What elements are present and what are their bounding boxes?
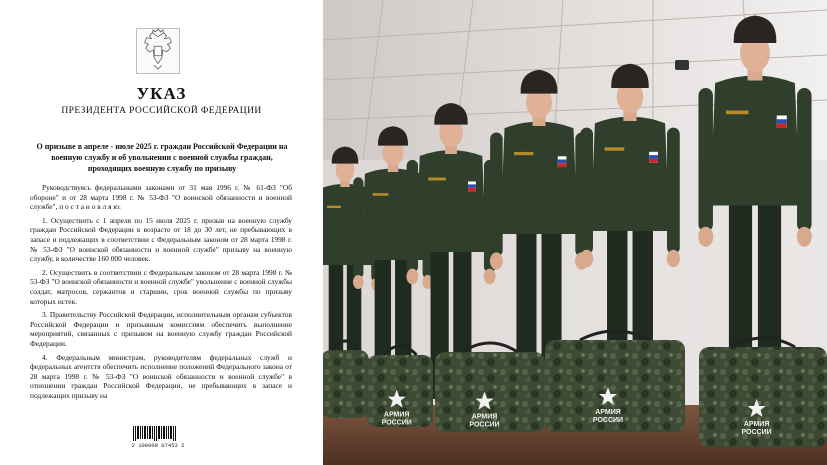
decree-body — [30, 183, 292, 404]
decree-paragraph: 4. Федеральным министрам, руководителям федеральных служб и федеральных агентств обеспечить исполнение положений Федерального закона от 28 марта 1998 г. № 53-ФЗ "О воинской обязанности и военной службе" в отношении граждан Российской Федерации, не пребывающих в запасе и подлежащих призыву на — [30, 352, 292, 400]
coat-of-arms-icon — [136, 28, 180, 74]
decree-paragraph: 3. Правительству Российской Федерации, исполнительным органам субъектов Российской Федерации и призывным комиссиям обеспечить выполнение мероприятий, связанных с призывом на военную службу граждан Российской Федерации. — [30, 310, 292, 348]
bag-label-russia: РОССИИ — [381, 419, 412, 427]
camo-bag — [545, 331, 685, 432]
conscripts-photo — [323, 0, 827, 465]
bag-label-army: АРМИЯ — [595, 409, 621, 417]
decree-title: УКАЗ — [136, 84, 187, 103]
bag-label-russia: РОССИИ — [469, 421, 500, 429]
bag-label-russia: РОССИИ — [592, 417, 624, 425]
bag-label-russia: РОССИИ — [741, 429, 772, 436]
decree-heading: О призыве в апреле - июле 2025 г. граждан Российской Федерации на военную службу и об увольнении с военной службы граждан, проходящих военную службу по призыву — [36, 142, 288, 173]
barcode-icon — [133, 426, 177, 441]
decree-document — [0, 0, 323, 465]
bag-label-army: АРМИЯ — [471, 413, 498, 421]
bag-label-army: АРМИЯ — [743, 421, 770, 428]
barcode-number: 2 100008 07453 2 — [131, 442, 185, 449]
decree-paragraph: 2. Осуществить в соответствии с Федеральным законом от 28 марта 1998 г. № 53-ФЗ "О воинской обязанности и военной службе" увольнение с военной службы солдат, матросов, сержантов и старшин, срок военной службы по призыву которых истек. — [30, 267, 292, 306]
camo-bag — [323, 341, 369, 418]
decree-paragraph: Руководствуясь федеральными законами от 31 мая 1996 г. № 61-ФЗ "Об обороне" и от 28 марта 1998 г. № 53-ФЗ "О воинской обязанности и военной службе", п о с т а н о в л я ю: — [30, 183, 292, 212]
camo-bag — [435, 343, 545, 432]
decree-paragraph: 1. Осуществить с 1 апреля по 15 июля 2025 г. призыв на военную службу граждан Российской Федерации в возрасте от 18 до 30 лет, не пребывающих в запасе и подлежащих в соответствии с Федеральным законом от 28 марта 1998 г. № 53-ФЗ "О воинской обязанности и военной службе" призыву на военную службу, в количестве 160 000 человек. — [30, 215, 292, 264]
camo-bag — [699, 338, 827, 447]
camo-bag — [367, 346, 433, 427]
decree-subtitle: ПРЕЗИДЕНТА РОССИЙСКОЙ ФЕДЕРАЦИИ — [61, 106, 262, 116]
bag-label-army: АРМИЯ — [383, 411, 410, 419]
